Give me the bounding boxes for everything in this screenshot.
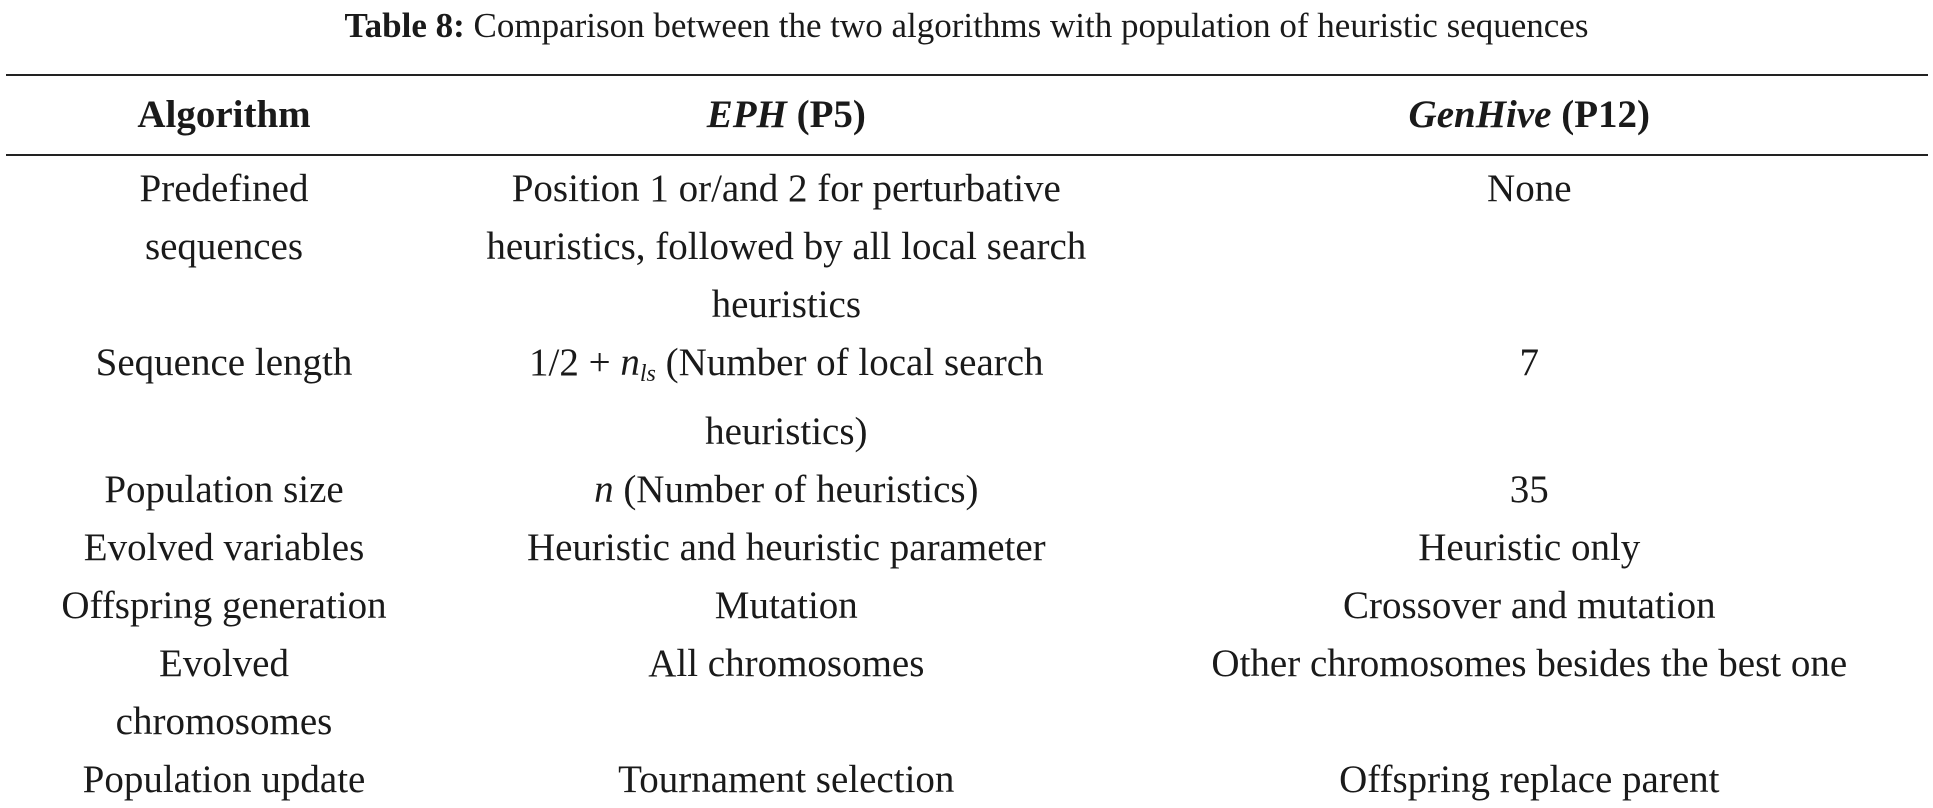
- genhive-cell: None: [1487, 167, 1572, 210]
- eph-subscript: ls: [639, 361, 656, 387]
- row-attribute: Offspring generation: [61, 584, 387, 627]
- table-row: [6, 334, 1928, 461]
- eph-prefix: 1/2 +: [529, 341, 621, 384]
- table-row: [6, 461, 1928, 519]
- table-row: [6, 577, 1928, 635]
- genhive-cell: Offspring replace parent: [1339, 758, 1720, 801]
- eph-cell: Mutation: [714, 584, 858, 627]
- genhive-cell: 35: [1509, 468, 1549, 511]
- eph-cell: All chromosomes: [648, 642, 925, 685]
- table-row: [6, 519, 1928, 577]
- table-caption-text: Comparison between the two algorithms with population of heuristic sequences: [464, 6, 1589, 45]
- table-row: [6, 155, 1928, 334]
- genhive-cell: [1131, 635, 1928, 751]
- table-caption: [0, 2, 1933, 50]
- table-header-row: [6, 75, 1928, 155]
- row-attribute-cell: [6, 155, 442, 334]
- eph-cell: [442, 461, 1131, 519]
- table-row: [6, 635, 1928, 751]
- genhive-cell: 7: [1519, 341, 1540, 384]
- header-genhive-id: (P12): [1551, 93, 1651, 136]
- eph-cell: [442, 334, 1131, 461]
- row-attribute-cell: [6, 635, 442, 751]
- row-attribute: Sequence length: [95, 341, 353, 384]
- comparison-table: [6, 74, 1928, 808]
- header-genhive: [1131, 75, 1928, 155]
- header-genhive-name: GenHive: [1408, 93, 1552, 136]
- eph-value: Position 1 or/and 2 for perturbative heuristics, followed by all local search heuristics: [486, 167, 1087, 326]
- genhive-cell: Heuristic only: [1418, 526, 1641, 569]
- genhive-cell: Crossover and mutation: [1342, 584, 1716, 627]
- header-eph: [442, 75, 1131, 155]
- row-attribute: Population update: [82, 758, 366, 801]
- row-attribute: Evolved variables: [83, 526, 365, 569]
- eph-value: [466, 334, 1106, 461]
- eph-cell: Heuristic and heuristic parameter: [526, 526, 1046, 569]
- eph-suffix: (Number of local search heuristics): [655, 341, 1044, 453]
- header-eph-name: EPH: [706, 93, 787, 136]
- eph-suffix: (Number of heuristics): [613, 468, 979, 511]
- row-attribute: Predefined sequences: [139, 167, 309, 268]
- eph-variable: n: [620, 341, 640, 384]
- table-row: [6, 751, 1928, 808]
- genhive-value: Other chromosomes besides the best one: [1211, 642, 1848, 685]
- table-caption-label: Table 8:: [344, 6, 465, 45]
- header-algorithm: Algorithm: [137, 93, 311, 136]
- header-eph-id: (P5): [786, 93, 866, 136]
- eph-cell: Tournament selection: [618, 758, 955, 801]
- eph-cell: [442, 155, 1131, 334]
- row-attribute: Evolved chromosomes: [115, 642, 333, 743]
- row-attribute: Population size: [104, 468, 344, 511]
- eph-variable: n: [594, 468, 614, 511]
